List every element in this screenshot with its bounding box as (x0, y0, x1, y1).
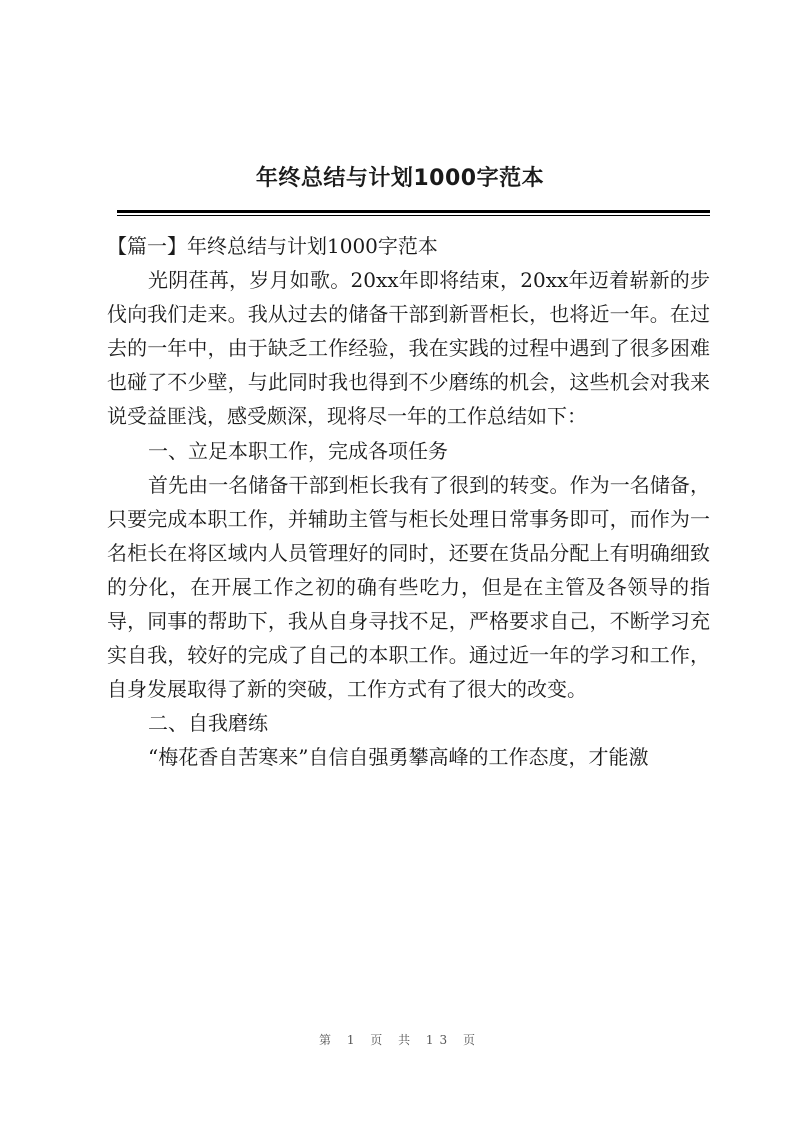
title-rule-thick (117, 210, 710, 213)
subheading-one: 一、立足本职工作，完成各项任务 (148, 438, 448, 463)
document-body (107, 229, 710, 775)
document-title: 年终总结与计划1000字范本 (255, 166, 545, 191)
title-rule-thin (117, 215, 710, 216)
paragraph-self-training: “梅花香自苦寒来”自信自强勇攀高峰的工作态度，才能激 (148, 745, 649, 770)
paragraph-duties: 首先由一名储备干部到柜长我有了很到的转变。作为一名储备，只要完成本职工作，并辅助主管与柜长处理日常事务即可，而作为一名柜长在将区域内人员管理好的同时，还要在货品分配上有明确细致的分化，在开展工作之初的确有些吃力，但是在主管及各领导的指导，同事的帮助下，我从自身寻找不足，严格要求自己，不断学习充实自我，较好的完成了自己的本职工作。通过近一年的学习和工作，自身发展取得了新的突破，工作方式有了很大的改变。 (107, 472, 710, 702)
page-number-footer: 第 1 页 共 13 页 (319, 1033, 481, 1047)
section-heading-part-one: 【篇一】年终总结与计划1000字范本 (107, 234, 438, 258)
subheading-two: 二、自我磨练 (148, 711, 268, 736)
paragraph-intro: 光阴荏苒，岁月如歌。20xx年即将结束，20xx年迈着崭新的步伐向我们走来。我从过去的储备干部到新晋柜长，也将近一年。在过去的一年中，由于缺乏工作经验，我在实践的过程中遇到了很多困难也碰了不少壁，与此同时我也得到不少磨练的机会，这些机会对我来说受益匪浅，感受颇深，现将尽一年的工作总结如下： (107, 268, 710, 429)
